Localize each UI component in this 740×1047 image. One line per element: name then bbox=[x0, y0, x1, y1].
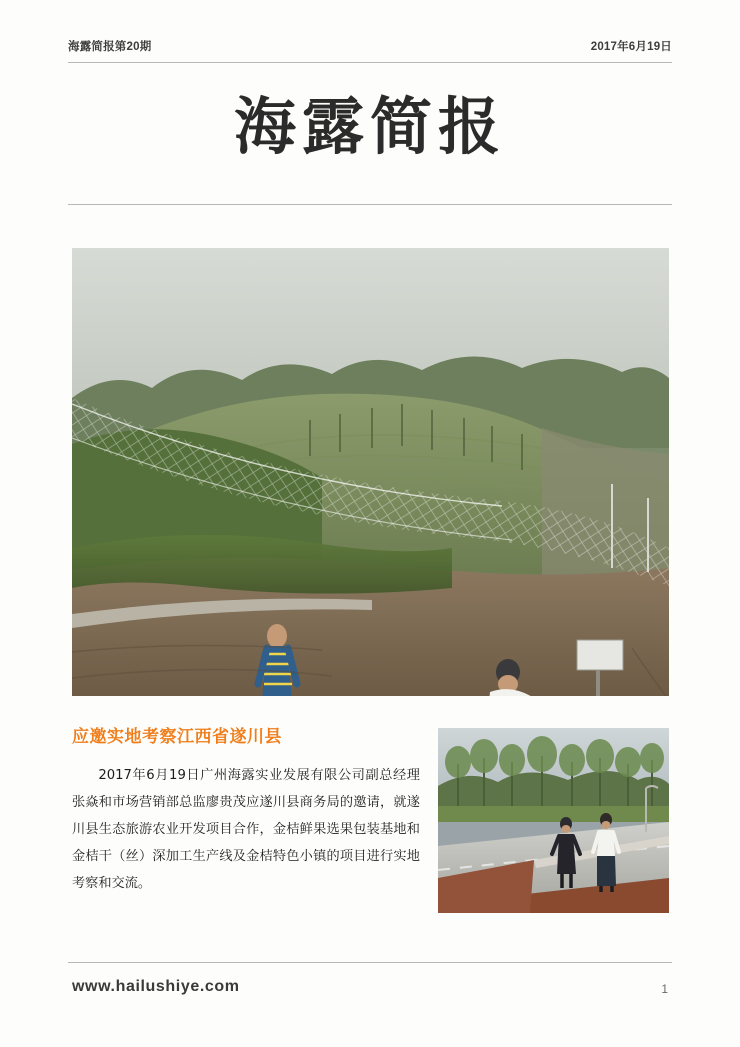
article-headline: 应邀实地考察江西省遂川县 bbox=[72, 727, 282, 746]
page-title: 海露简报 bbox=[233, 90, 506, 163]
hero-photo-image bbox=[72, 248, 669, 696]
issue-date: 2017年6月19日 bbox=[590, 41, 672, 53]
article-body: 2017年6月19日广州海露实业发展有限公司副总经理张焱和市场营销部总监廖贵茂应遂川县商务局的邀请，就遂川县生态旅游农业开发项目合作，金桔鲜果选果包装基地和金桔干（丝）深加工生产线及金桔特色小镇的项目进行实地考察和交流。 bbox=[72, 768, 420, 892]
secondary-photo-image bbox=[438, 728, 669, 913]
header-divider bbox=[68, 62, 672, 63]
hero-photo bbox=[72, 248, 669, 696]
masthead-divider bbox=[68, 204, 672, 205]
secondary-photo bbox=[438, 728, 669, 913]
page-number: 1 bbox=[661, 982, 668, 996]
issue-label: 海露简报第20期 bbox=[68, 41, 152, 53]
page-header bbox=[68, 38, 672, 54]
footer-divider bbox=[68, 962, 672, 963]
footer-website[interactable]: www.hailushiye.com bbox=[72, 978, 240, 995]
